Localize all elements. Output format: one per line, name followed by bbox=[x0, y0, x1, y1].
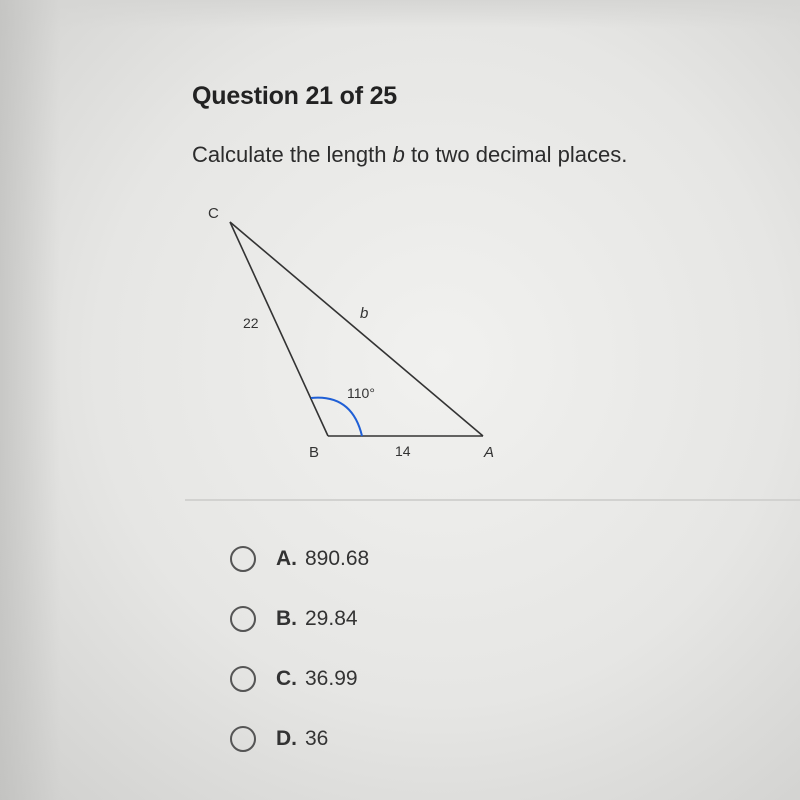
choice-d-radio[interactable] bbox=[230, 726, 256, 752]
choice-d-value: 36 bbox=[305, 727, 329, 750]
prompt-text-end: to two decimal places. bbox=[404, 142, 628, 167]
choice-d[interactable] bbox=[230, 721, 328, 757]
vertex-c-label: C bbox=[208, 205, 219, 222]
section-divider bbox=[185, 499, 800, 501]
vertex-a-label: A bbox=[484, 444, 495, 461]
choice-b-radio[interactable] bbox=[230, 606, 256, 632]
question-header: Question 21 of 25 bbox=[192, 82, 397, 110]
side-ca-line bbox=[230, 222, 483, 436]
choice-b-letter: B. bbox=[276, 607, 297, 630]
choice-c-radio[interactable] bbox=[230, 666, 256, 692]
vertex-b-label: B bbox=[309, 444, 320, 461]
side-ba-label: 14 bbox=[395, 443, 411, 459]
choice-a-value: 890.68 bbox=[305, 547, 370, 570]
angle-b-label: 110° bbox=[347, 385, 375, 401]
choice-b-value: 29.84 bbox=[305, 607, 358, 630]
choice-c-letter: C. bbox=[276, 667, 297, 690]
choice-a-letter: A. bbox=[276, 547, 297, 570]
choice-b[interactable] bbox=[230, 601, 358, 637]
choice-a[interactable] bbox=[230, 541, 369, 577]
side-ca-label: b bbox=[360, 305, 369, 322]
choice-a-radio[interactable] bbox=[230, 546, 256, 572]
side-cb-label: 22 bbox=[243, 315, 259, 331]
choice-d-letter: D. bbox=[276, 727, 297, 750]
choice-c-value: 36.99 bbox=[305, 667, 358, 690]
prompt-text-start: Calculate the length bbox=[192, 142, 393, 167]
choice-c[interactable] bbox=[230, 661, 358, 697]
prompt-variable: b bbox=[392, 142, 405, 167]
